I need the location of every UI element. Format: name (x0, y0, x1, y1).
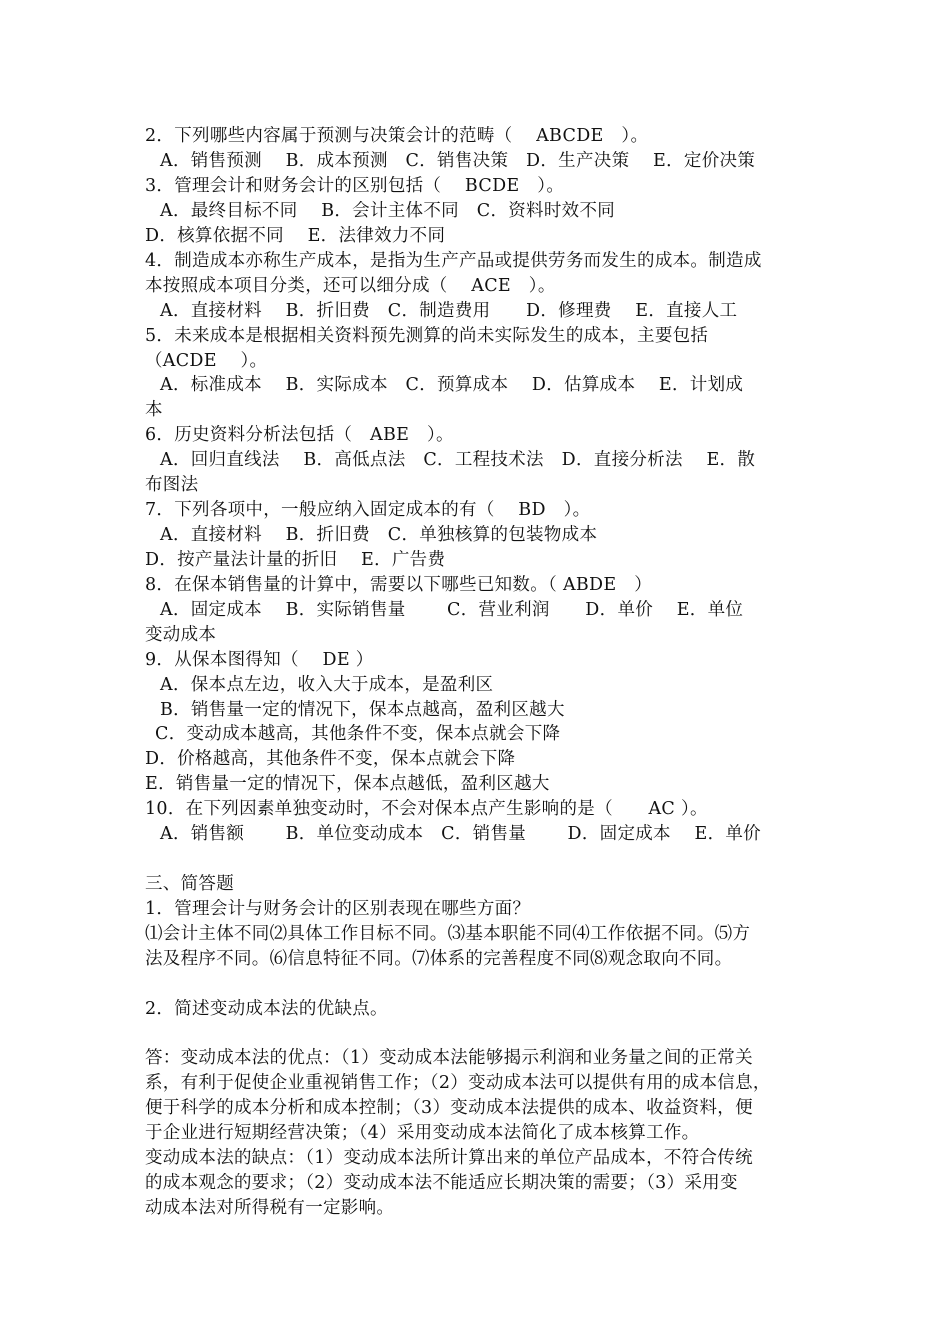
short-answer-1: 1．管理会计与财务会计的区别表现在哪些方面？ (145, 899, 531, 919)
question-5-options-cont: 本 (145, 400, 163, 420)
question-2-options: A．销售预测 B．成本预测 C．销售决策 D．生产决策 E．定价决策 (160, 151, 756, 171)
question-9: 9．从保本图得知（ DE ） (145, 650, 374, 670)
short-answer-2-body-line3: 便于科学的成本分析和成本控制；（3）变动成本法提供的成本、收益资料，便 (145, 1098, 753, 1118)
question-5-answer: （ACDE ）。 (145, 351, 268, 371)
short-answer-2-body-line7: 动成本法对所得税有一定影响。 (145, 1198, 395, 1218)
short-answer-2-body: 答：变动成本法的优点：（1）变动成本法能够揭示利润和业务量之间的正常关 (145, 1048, 753, 1068)
question-7-options: A．直接材料 B．折旧费 C．单独核算的包装物成本 (160, 525, 598, 545)
short-answer-2: 2．简述变动成本法的优缺点。 (145, 999, 388, 1019)
question-4-cont: 本按照成本项目分类，还可以细分成（ ACE ）。 (145, 276, 556, 296)
question-9-option-c: C．变动成本越高，其他条件不变，保本点就会下降 (155, 724, 561, 744)
question-9-option-d: D．价格越高，其他条件不变，保本点就会下降 (145, 749, 516, 769)
question-7-options-cont: D．按产量法计量的折旧 E．广告费 (145, 550, 446, 570)
question-8: 8．在保本销售量的计算中，需要以下哪些已知数。（ ABDE ） (145, 575, 653, 595)
question-9-option-a: A．保本点左边，收入大于成本，是盈利区 (160, 675, 494, 695)
question-10-options: A．销售额 B．单位变动成本 C．销售量 D．固定成本 E．单价 (160, 824, 761, 844)
short-answer-2-body-line5: 变动成本法的缺点：（1）变动成本法所计算出来的单位产品成本，不符合传统 (145, 1148, 753, 1168)
question-10: 10．在下列因素单独变动时，不会对保本点产生影响的是（ AC ）。 (145, 799, 708, 819)
question-5-options: A．标准成本 B．实际成本 C．预算成本 D．估算成本 E．计划成 (160, 375, 744, 395)
short-answer-2-body-line4: 于企业进行短期经营决策；（4）采用变动成本法简化了成本核算工作。 (145, 1123, 700, 1143)
question-9-option-e: E．销售量一定的情况下，保本点越低，盈利区越大 (145, 774, 550, 794)
question-6-options: A．回归直线法 B．高低点法 C．工程技术法 D．直接分析法 E．散 (160, 450, 756, 470)
question-6-options-cont: 布图法 (145, 475, 199, 495)
question-6: 6．历史资料分析法包括（ ABE ）。 (145, 425, 454, 445)
question-5: 5．未来成本是根据相关资料预先测算的尚未实际发生的成本，主要包括 (145, 326, 709, 346)
question-3-options: A．最终目标不同 B．会计主体不同 C．资料时效不同 (160, 201, 616, 221)
question-4: 4．制造成本亦称生产成本，是指为生产产品或提供劳务而发生的成本。制造成 (145, 251, 762, 271)
short-answer-1-body-cont: 法及程序不同。⑹信息特征不同。⑺体系的完善程度不同⑻观念取向不同。 (145, 949, 733, 969)
short-answer-2-body-line6: 的成本观念的要求；（2）变动成本法不能适应长期决策的需要；（3）采用变 (145, 1173, 738, 1193)
question-7: 7．下列各项中，一般应纳入固定成本的有（ BD ）。 (145, 500, 591, 520)
question-3-options-cont: D．核算依据不同 E．法律效力不同 (145, 226, 446, 246)
section-heading-short-answer: 三、简答题 (145, 874, 234, 894)
short-answer-1-body: ⑴会计主体不同⑵具体工作目标不同。⑶基本职能不同⑷工作依据不同。⑸方 (145, 924, 751, 944)
question-3: 3．管理会计和财务会计的区别包括（ BCDE ）。 (145, 176, 565, 196)
question-8-options: A．固定成本 B．实际销售量 C．营业利润 D．单价 E．单位 (160, 600, 744, 620)
question-9-option-b: B．销售量一定的情况下，保本点越高，盈利区越大 (160, 700, 565, 720)
question-8-options-cont: 变动成本 (145, 625, 217, 645)
question-2: 2．下列哪些内容属于预测与决策会计的范畴（ ABCDE ）。 (145, 126, 649, 146)
question-4-options: A．直接材料 B．折旧费 C．制造费用 D．修理费 E．直接人工 (160, 301, 738, 321)
short-answer-2-body-line2: 系，有利于促使企业重视销售工作；（2）变动成本法可以提供有用的成本信息， (145, 1073, 771, 1093)
